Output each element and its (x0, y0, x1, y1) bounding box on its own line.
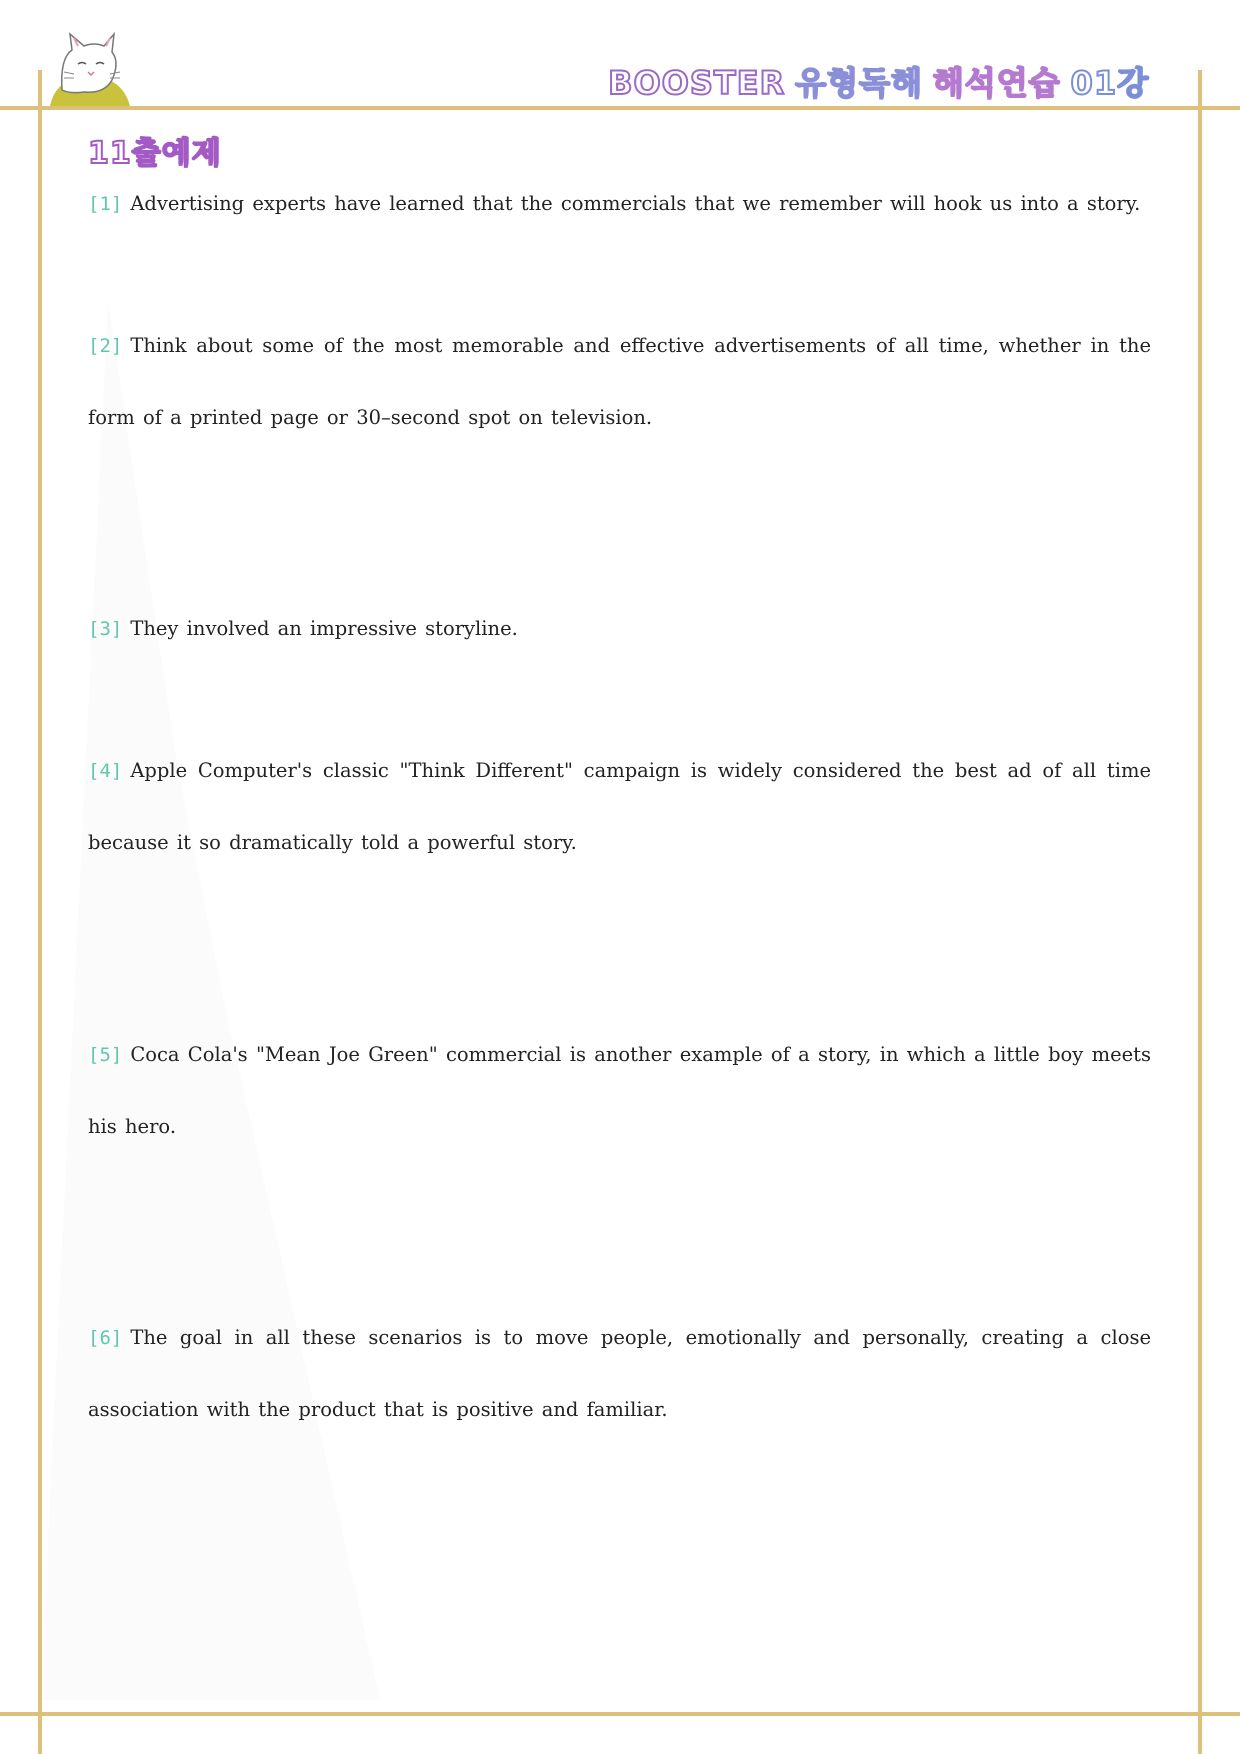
left-border (38, 70, 42, 1754)
sentence-number: [6] (88, 1327, 123, 1349)
sentence-text: The goal in all these scenarios is to move people, emotionally and personally, creating a close association with the product that is positive and familiar. (88, 1326, 1151, 1421)
sentence-text: Think about some of the most memorable and effective advertisements of all time, whether in the form of a printed page or 30–second spot on television. (88, 334, 1151, 429)
sentence-text: Coca Cola's "Mean Joe Green" commercial is another example of a story, in which a little boy meets his hero. (88, 1043, 1151, 1138)
title-practice: 해석연습 (932, 64, 1061, 102)
sentence-5 (88, 1019, 1151, 1162)
sentence-4 (88, 735, 1151, 878)
page-title (608, 58, 1149, 104)
header-rule (0, 106, 1240, 110)
section-heading: 11출예제 (88, 136, 222, 171)
title-type: 유형독해 (795, 64, 923, 102)
sentence-number: [5] (88, 1044, 123, 1066)
sentence-text: Apple Computer's classic "Think Different" campaign is widely considered the best ad of all time because it so dramatically told a powerful story. (88, 759, 1151, 854)
sentence-text: They involved an impressive storyline. (130, 617, 518, 640)
cat-icon (42, 28, 132, 106)
sentence-text: Advertising experts have learned that the commercials that we remember will hook us into a story. (130, 192, 1141, 215)
sentence-3 (88, 593, 1151, 665)
title-brand: BOOSTER (608, 64, 786, 102)
sentence-number: [2] (88, 335, 123, 357)
sentence-1 (88, 168, 1151, 240)
sentence-number: [3] (88, 618, 123, 640)
sentence-2 (88, 310, 1151, 453)
sentence-number: [4] (88, 760, 123, 782)
footer-rule (0, 1712, 1240, 1716)
sentence-6 (88, 1302, 1151, 1445)
right-border (1198, 70, 1202, 1754)
sentence-number: [1] (88, 193, 123, 215)
title-lesson: 01강 (1070, 64, 1149, 102)
